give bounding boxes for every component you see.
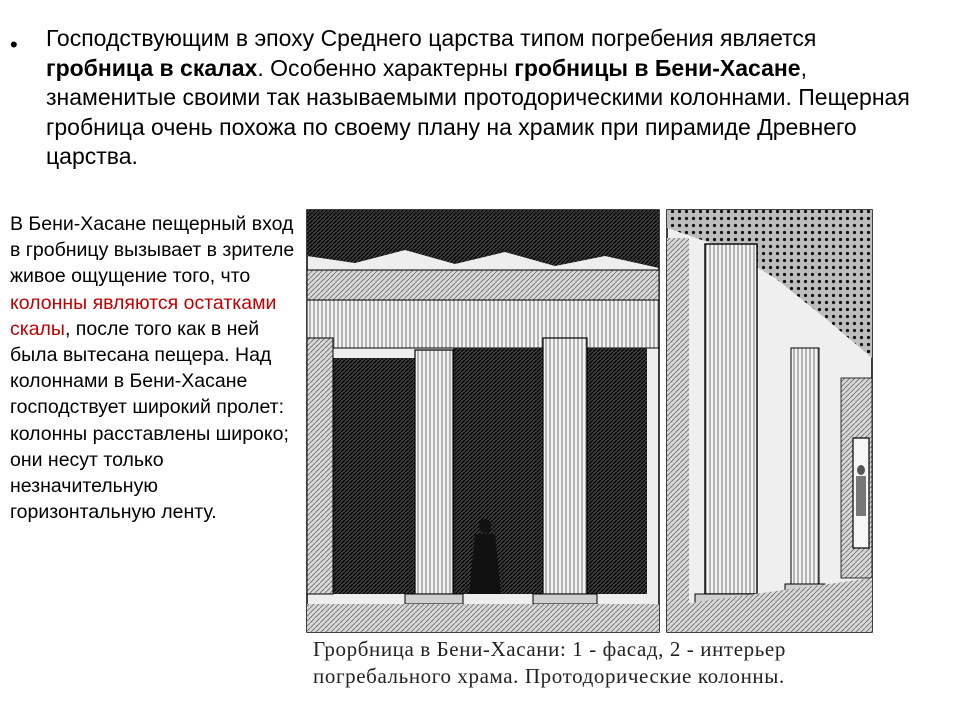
tomb-illustration (305, 208, 874, 690)
intro-text-3: , знаменитые своими так называемыми протодорическими колоннами. Пещерная гробница очень похожа по своему плану на храмик при пирамиде Древнего царства. (46, 54, 910, 169)
intro-text-2: . Особенно характерны (257, 54, 515, 81)
figure-caption: Грорбница в Бени-Хасани: 1 - фасад, 2 - интерьер погребального храма. Протодорические колонны. (313, 637, 786, 688)
side-text-1: В Бени-Хасане пещерный вход в гробницу вызывает в зрителе живое ощущение того, что (10, 213, 295, 288)
side-highlight: колонны являются остатками скалы (10, 291, 277, 340)
intro-bold-1: гробница в скалах (46, 54, 258, 81)
intro-paragraph (46, 24, 926, 172)
intro-bold-2: гробницы в Бени-Хасане (514, 54, 801, 81)
interior-drawing (667, 210, 872, 632)
side-paragraph (10, 211, 295, 525)
facade-drawing (307, 210, 659, 632)
intro-text-1: Господствующим в эпоху Среднего царства типом погребения является (46, 25, 817, 51)
side-text-2: , после того как в ней была вытесана пещера. Над колоннами в Бени-Хасане господствует широкий пролет: колонны расставлены широко; они несут только незначительную горизонтальную ленту. (10, 317, 289, 524)
bullet-marker: • (10, 32, 18, 57)
tomb-drawing (305, 208, 874, 638)
